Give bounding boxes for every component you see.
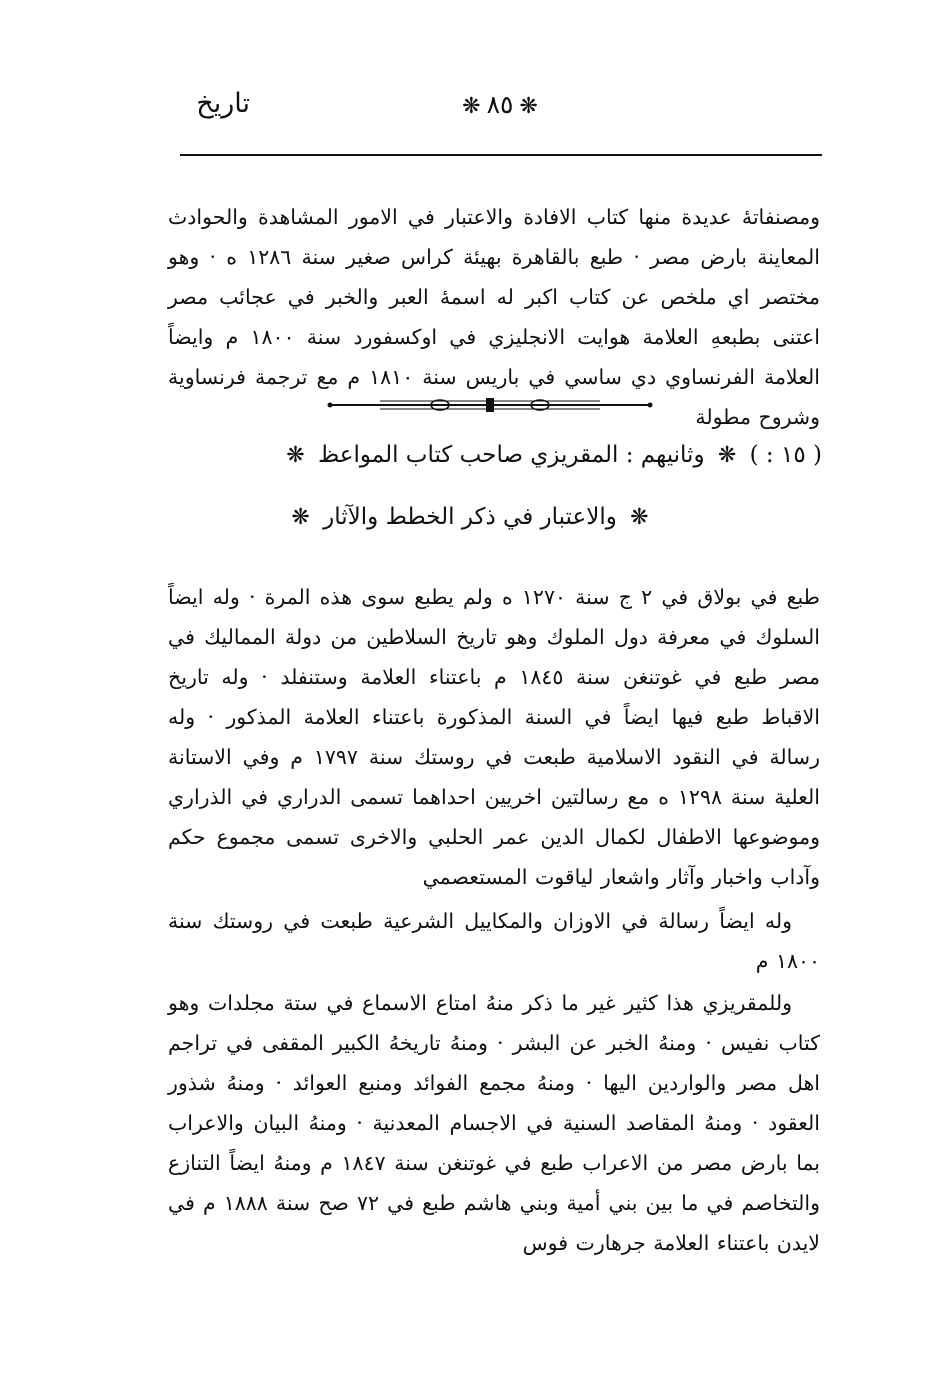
body-paragraph-3: وللمقريزي هذا كثير غير ما ذكر منهُ امتاع الاسماع في ستة مجلدات وهو كتاب نفيس · ومنهُ الخبر عن البشر · ومنهُ تاريخهُ الكبير المقفى في تراجم اهل مصر والواردين اليها · ومنهُ مجمع الفوائد ومنبع العوائد · ومنهُ شذور العقود · ومنهُ المقاصد السنية في الاجسام المعدنية · ومنهُ البيان والاعراب بما بارض مصر من الاعراب طبع في غوتنغن سنة ١٨٤٧ م ومنهُ ايضاً التنازع والتخاصم في ما بين بني أمية وبني هاشم طبع في ٧٢ صح سنة ١٨٨٨ م في لايدن باعتناء العلامة جرهارت فوس xyxy=(168,990,820,1255)
entry-number: ( ١٥ : ) xyxy=(749,442,822,468)
intro-paragraph: ومصنفاتهٔ عديدة منها كتاب الافادة والاعتبار في الامور المشاهدة والحوادث المعاينة بارض مصر · طبع بالقاهرة بهيئة كراس صغير سنة ١٢٨٦ ه · وهو مختصر اي ملخص عن كتاب اكبر له اسمهٔ العبر والخبر في عجائب مصر اعتنى بطبعهِ العلامة هوايت الانجليزي في اوكسفورد سنة ١٨٠٠ م وايضاً العلامة الفرنساوي دي ساسي في باريس سنة ١٨١٠ م مع ترجمة فرنساوية وشروح مطولة xyxy=(168,204,821,429)
ornament-star-icon: ❋ xyxy=(519,94,538,119)
ornament-star-icon: ❋ xyxy=(717,443,737,468)
page-number: ٨٥ xyxy=(486,90,514,119)
entry-heading xyxy=(250,432,822,479)
ornament-star-icon: ❋ xyxy=(630,505,649,530)
ornament-star-icon: ❋ xyxy=(291,505,310,530)
entry-heading-text: وثانيهم : المقريزي صاحب كتاب المواعظ xyxy=(317,442,705,468)
body-paragraph-1: طبع في بولاق في ٢ ج سنة ١٢٧٠ ه ولم يطبع سوى هذه المرة · وله ايضاً السلوك في معرفة دول الملوك وهو تاريخ السلاطين من دولة المماليك في مصر طبع في غوتنغن سنة ١٨٤٥ م باعتناء العلامة وستنفلد · وله تاريخ الاقباط طبع فيها ايضاً في السنة المذكورة باعتناء العلامة المذكور · وله رسالة في النقود الاسلامية طبعت في روستك سنة ١٧٩٧ م وفي الاستانة العلية سنة ١٢٩٨ ه مع رسالتين اخريين احداهما تسمى الدراري في الذراري وموضوعها الاطفال لكمال الدين عمر الحلبي والاخرى تسمى مجموع حكم وآداب واخبار وآثار واشعار لياقوت المستعصمي xyxy=(168,584,820,889)
running-header xyxy=(180,88,822,138)
header-section-title: تاريخ xyxy=(196,88,250,119)
ornament-star-icon: ❋ xyxy=(462,94,481,119)
header-page-number-group xyxy=(445,90,555,119)
header-rule xyxy=(180,154,822,156)
entry-subheading-text: والاعتبار في ذكر الخطط والآثار xyxy=(323,504,617,530)
body-paragraph-2: وله ايضاً رسالة في الاوزان والمكاييل الشرعية طبعت في روستك سنة ١٨٠٠ م xyxy=(168,908,820,973)
entry-subheading xyxy=(220,494,720,541)
ornament-star-icon: ❋ xyxy=(286,443,305,468)
divider-ornament-icon xyxy=(320,396,660,414)
